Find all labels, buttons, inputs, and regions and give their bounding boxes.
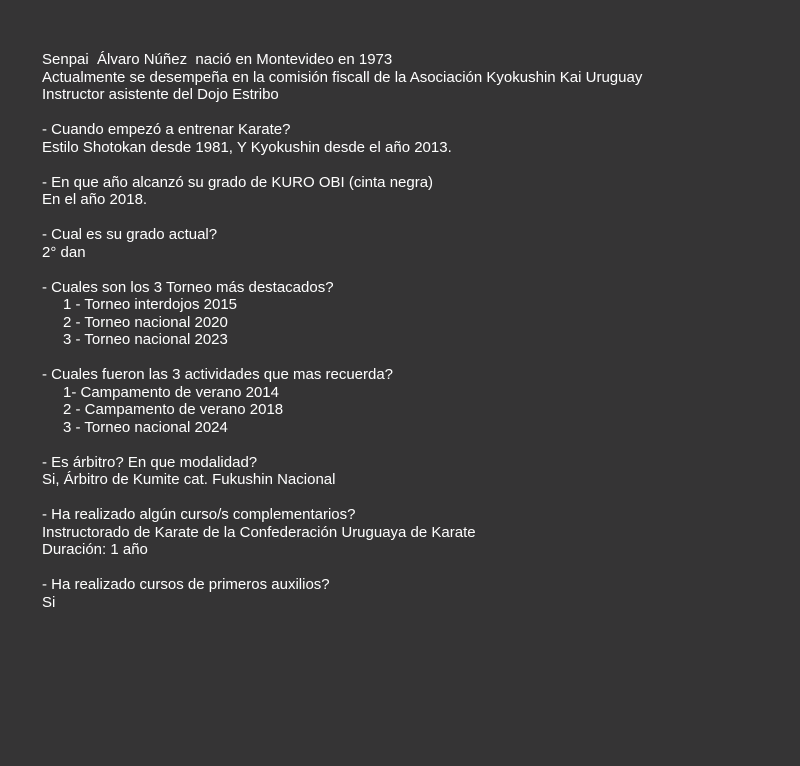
question-start-training: - Cuando empezó a entrenar Karate? xyxy=(42,121,291,138)
intro-line-1: Senpai Álvaro Núñez nació en Montevideo en 1973 xyxy=(42,51,393,68)
question-top-activities: - Cuales fueron las 3 actividades que mas recuerda? xyxy=(42,366,394,383)
question-black-belt: - En que año alcanzó su grado de KURO OBI (cinta negra) xyxy=(42,173,434,191)
list-item: 1 - Torneo interdojos 2015 xyxy=(63,296,238,313)
list-item: 1- Campamento de verano 2014 xyxy=(63,383,279,401)
answer-referee: Si, Árbitro de Kumite cat. Fukushin Nacional xyxy=(42,471,336,488)
spacer xyxy=(42,104,782,122)
list-item: 2 - Torneo nacional 2020 xyxy=(63,313,228,331)
qa-block-8 xyxy=(42,576,782,611)
answer-black-belt: En el año 2018. xyxy=(42,191,148,208)
spacer xyxy=(42,349,782,367)
intro-line-2: Actualmente se desempeña en la comisión fiscall de la Asociación Kyokushin Kai Uruguay xyxy=(42,68,643,86)
question-referee: - Es árbitro? En que modalidad? xyxy=(42,453,258,471)
spacer xyxy=(42,436,782,454)
list-item: 3 - Torneo nacional 2024 xyxy=(63,418,228,436)
question-top-tournaments: - Cuales son los 3 Torneo más destacados? xyxy=(42,278,334,296)
answer-courses-2: Duración: 1 año xyxy=(42,541,148,558)
qa-block-6 xyxy=(42,454,782,489)
spacer xyxy=(42,156,782,174)
qa-block-3 xyxy=(42,226,782,261)
qa-block-7 xyxy=(42,506,782,559)
qa-block-5 xyxy=(42,366,782,436)
intro-line-3: Instructor asistente del Dojo Estribo xyxy=(42,86,279,103)
qa-block-1 xyxy=(42,121,782,156)
spacer xyxy=(42,559,782,577)
question-courses: - Ha realizado algún curso/s complementarios? xyxy=(42,506,356,523)
spacer xyxy=(42,261,782,279)
answer-current-grade: 2° dan xyxy=(42,243,86,261)
document-body xyxy=(42,51,782,611)
question-first-aid: - Ha realizado cursos de primeros auxilios? xyxy=(42,576,330,593)
list-item: 2 - Campamento de verano 2018 xyxy=(63,401,284,418)
spacer xyxy=(42,209,782,227)
answer-start-training: Estilo Shotokan desde 1981, Y Kyokushin desde el año 2013. xyxy=(42,138,452,156)
qa-block-4 xyxy=(42,279,782,349)
answer-first-aid: Si xyxy=(42,593,56,611)
spacer xyxy=(42,489,782,507)
question-current-grade: - Cual es su grado actual? xyxy=(42,226,218,243)
intro-block xyxy=(42,51,782,104)
qa-block-2 xyxy=(42,174,782,209)
answer-courses-1: Instructorado de Karate de la Confederación Uruguaya de Karate xyxy=(42,523,476,541)
list-item: 3 - Torneo nacional 2023 xyxy=(63,331,228,348)
